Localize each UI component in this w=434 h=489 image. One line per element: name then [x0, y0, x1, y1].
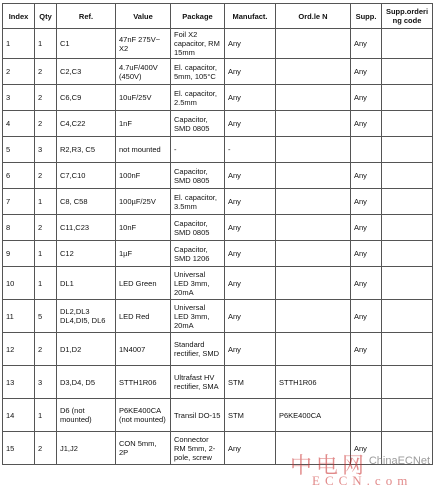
cell-supplier	[351, 137, 382, 163]
cell-ref: DL2,DL3 DL4,DI5, DL6	[57, 300, 116, 333]
cell-supplier-ordering-code	[382, 85, 433, 111]
cell-qty: 1	[35, 189, 57, 215]
cell-manufacturer: Any	[225, 215, 276, 241]
cell-ref: D3,D4, D5	[57, 366, 116, 399]
column-header-package: Package	[171, 4, 225, 29]
cell-ref: C12	[57, 241, 116, 267]
cell-supplier-ordering-code	[382, 241, 433, 267]
cell-manufacturer: Any	[225, 189, 276, 215]
table-row	[3, 29, 433, 59]
column-header-supplier: Supp.	[351, 4, 382, 29]
cell-order-number	[276, 137, 351, 163]
table-row	[3, 432, 433, 465]
cell-package: Ultrafast HV rectifier, SMA	[171, 366, 225, 399]
cell-value: P6KE400CA (not mounted)	[116, 399, 171, 432]
cell-ref: C8, C58	[57, 189, 116, 215]
cell-manufacturer: Any	[225, 163, 276, 189]
cell-order-number: STTH1R06	[276, 366, 351, 399]
table-row	[3, 399, 433, 432]
cell-value: 1nF	[116, 111, 171, 137]
cell-index: 7	[3, 189, 35, 215]
cell-index: 9	[3, 241, 35, 267]
cell-order-number	[276, 300, 351, 333]
cell-supplier-ordering-code	[382, 137, 433, 163]
table-row	[3, 137, 433, 163]
cell-ref: C6,C9	[57, 85, 116, 111]
table-header-row	[3, 4, 433, 29]
cell-ref: C2,C3	[57, 59, 116, 85]
cell-package: El. capacitor, 3.5mm	[171, 189, 225, 215]
cell-supplier	[351, 366, 382, 399]
cell-supplier-ordering-code	[382, 111, 433, 137]
cell-order-number	[276, 333, 351, 366]
table-row	[3, 333, 433, 366]
column-header-supplier-ordering-code: Supp.ordering code	[382, 4, 433, 29]
cell-value: 1N4007	[116, 333, 171, 366]
cell-value: LED Red	[116, 300, 171, 333]
table-row	[3, 300, 433, 333]
cell-qty: 2	[35, 215, 57, 241]
watermark-letters: ECCN.com	[312, 473, 413, 488]
cell-value: 10nF	[116, 215, 171, 241]
table-row	[3, 215, 433, 241]
cell-supplier: Any	[351, 163, 382, 189]
column-header-index: Index	[3, 4, 35, 29]
cell-qty: 1	[35, 29, 57, 59]
cell-supplier-ordering-code	[382, 267, 433, 300]
cell-supplier: Any	[351, 333, 382, 366]
cell-supplier: Any	[351, 241, 382, 267]
cell-order-number	[276, 267, 351, 300]
column-header-ref: Ref.	[57, 4, 116, 29]
cell-order-number	[276, 241, 351, 267]
cell-ref: DL1	[57, 267, 116, 300]
cell-ref: J1,J2	[57, 432, 116, 465]
watermark-chinese: 中电网	[290, 454, 369, 479]
cell-supplier: Any	[351, 59, 382, 85]
cell-supplier-ordering-code	[382, 366, 433, 399]
cell-supplier-ordering-code	[382, 215, 433, 241]
cell-manufacturer: -	[225, 137, 276, 163]
cell-qty: 2	[35, 111, 57, 137]
cell-ref: D1,D2	[57, 333, 116, 366]
cell-package: -	[171, 137, 225, 163]
cell-value: 1µF	[116, 241, 171, 267]
cell-value: STTH1R06	[116, 366, 171, 399]
table-row	[3, 189, 433, 215]
cell-index: 8	[3, 215, 35, 241]
cell-supplier-ordering-code	[382, 29, 433, 59]
cell-order-number	[276, 163, 351, 189]
cell-manufacturer: Any	[225, 59, 276, 85]
cell-package: Foil X2 capacitor, RM 15mm	[171, 29, 225, 59]
cell-qty: 3	[35, 366, 57, 399]
cell-manufacturer: Any	[225, 432, 276, 465]
cell-value: 47nF 275V~ X2	[116, 29, 171, 59]
cell-index: 15	[3, 432, 35, 465]
cell-manufacturer: Any	[225, 300, 276, 333]
table-row	[3, 111, 433, 137]
cell-supplier-ordering-code	[382, 300, 433, 333]
cell-qty: 2	[35, 59, 57, 85]
cell-value: 100nF	[116, 163, 171, 189]
cell-index: 6	[3, 163, 35, 189]
column-header-value: Value	[116, 4, 171, 29]
cell-manufacturer: Any	[225, 333, 276, 366]
cell-qty: 5	[35, 300, 57, 333]
table-row	[3, 366, 433, 399]
cell-supplier-ordering-code	[382, 333, 433, 366]
cell-qty: 2	[35, 432, 57, 465]
cell-supplier: Any	[351, 29, 382, 59]
cell-index: 3	[3, 85, 35, 111]
cell-index: 11	[3, 300, 35, 333]
cell-package: Universal LED 3mm, 20mA	[171, 267, 225, 300]
cell-order-number	[276, 29, 351, 59]
cell-qty: 2	[35, 85, 57, 111]
cell-supplier: Any	[351, 85, 382, 111]
table-row	[3, 241, 433, 267]
cell-package: Capacitor, SMD 0805	[171, 163, 225, 189]
bom-table	[2, 3, 433, 465]
cell-supplier: Any	[351, 189, 382, 215]
cell-ref: C7,C10	[57, 163, 116, 189]
cell-qty: 2	[35, 333, 57, 366]
cell-order-number: P6KE400CA	[276, 399, 351, 432]
column-header-qty: Qty	[35, 4, 57, 29]
cell-package: Capacitor, SMD 1206	[171, 241, 225, 267]
cell-manufacturer: Any	[225, 29, 276, 59]
cell-supplier: Any	[351, 432, 382, 465]
cell-ref: C1	[57, 29, 116, 59]
table-row	[3, 163, 433, 189]
cell-order-number	[276, 59, 351, 85]
cell-ref: D6 (not mounted)	[57, 399, 116, 432]
cell-order-number	[276, 189, 351, 215]
cell-manufacturer: Any	[225, 111, 276, 137]
cell-index: 12	[3, 333, 35, 366]
cell-ref: R2,R3, C5	[57, 137, 116, 163]
cell-manufacturer: Any	[225, 85, 276, 111]
cell-package: Capacitor, SMD 0805	[171, 215, 225, 241]
cell-value: 10uF/25V	[116, 85, 171, 111]
column-header-manufacturer: Manufact.	[225, 4, 276, 29]
cell-supplier: Any	[351, 267, 382, 300]
cell-package: El. capacitor, 5mm, 105°C	[171, 59, 225, 85]
cell-supplier-ordering-code	[382, 189, 433, 215]
cell-order-number	[276, 432, 351, 465]
column-header-order-number: Ord.le N	[276, 4, 351, 29]
cell-qty: 3	[35, 137, 57, 163]
cell-qty: 1	[35, 267, 57, 300]
table-row	[3, 85, 433, 111]
cell-ref: C4,C22	[57, 111, 116, 137]
cell-value: not mounted	[116, 137, 171, 163]
cell-index: 5	[3, 137, 35, 163]
cell-supplier-ordering-code	[382, 399, 433, 432]
cell-supplier-ordering-code	[382, 59, 433, 85]
cell-index: 10	[3, 267, 35, 300]
cell-value: CON 5mm, 2P	[116, 432, 171, 465]
cell-manufacturer: STM	[225, 399, 276, 432]
cell-index: 13	[3, 366, 35, 399]
cell-order-number	[276, 111, 351, 137]
cell-order-number	[276, 85, 351, 111]
cell-supplier: Any	[351, 111, 382, 137]
cell-ref: C11,C23	[57, 215, 116, 241]
cell-supplier: Any	[351, 300, 382, 333]
cell-supplier: Any	[351, 215, 382, 241]
cell-package: Capacitor, SMD 0805	[171, 111, 225, 137]
watermark-site: ChinaECNet	[368, 455, 430, 467]
table-row	[3, 267, 433, 300]
cell-supplier-ordering-code	[382, 432, 433, 465]
cell-manufacturer: STM	[225, 366, 276, 399]
cell-package: Standard rectifier, SMD	[171, 333, 225, 366]
cell-index: 14	[3, 399, 35, 432]
cell-manufacturer: Any	[225, 241, 276, 267]
cell-value: 100µF/25V	[116, 189, 171, 215]
cell-index: 1	[3, 29, 35, 59]
cell-qty: 1	[35, 399, 57, 432]
cell-qty: 2	[35, 163, 57, 189]
cell-supplier-ordering-code	[382, 163, 433, 189]
cell-package: Transil DO-15	[171, 399, 225, 432]
cell-value: 4.7uF/400V (450V)	[116, 59, 171, 85]
cell-index: 4	[3, 111, 35, 137]
cell-index: 2	[3, 59, 35, 85]
cell-manufacturer: Any	[225, 267, 276, 300]
cell-package: Connector RM 5mm, 2-pole, screw	[171, 432, 225, 465]
cell-supplier	[351, 399, 382, 432]
cell-qty: 1	[35, 241, 57, 267]
cell-value: LED Green	[116, 267, 171, 300]
cell-order-number	[276, 215, 351, 241]
table-row	[3, 59, 433, 85]
cell-package: El. capacitor, 2.5mm	[171, 85, 225, 111]
cell-package: Universal LED 3mm, 20mA	[171, 300, 225, 333]
